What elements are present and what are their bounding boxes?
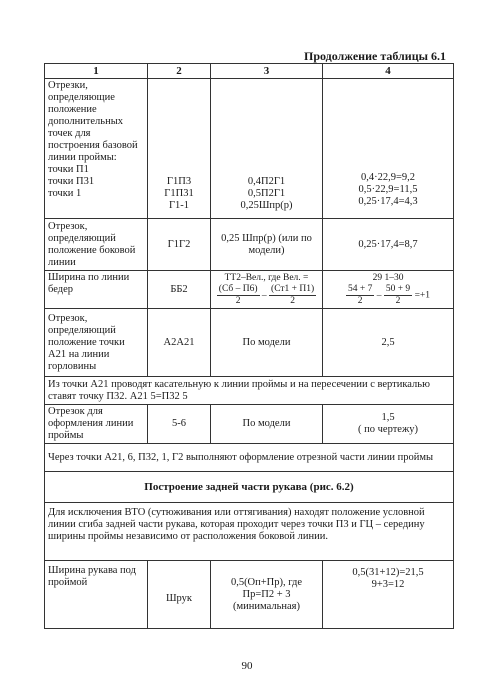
- row3-vfrac1-den: 2: [357, 295, 363, 306]
- row1-desc-cell: [45, 79, 148, 219]
- row3-desc: Ширина по линии бедер: [45, 271, 148, 309]
- row6-segment: Шрук: [148, 561, 211, 629]
- row3-frac2-num: (Ст1 + П1): [271, 283, 315, 294]
- row6-formula-3: (минимальная): [233, 600, 300, 612]
- row5-value-1: 1,5: [381, 412, 395, 423]
- row4-segment: А2А21: [148, 309, 211, 377]
- table-caption: Продолжение таблицы 6.1: [303, 49, 446, 63]
- table-row: [45, 79, 454, 219]
- table-row: [45, 503, 454, 561]
- row6-formula-2: Пр=П2 + 3: [242, 588, 291, 600]
- header-col-2: 2: [148, 64, 211, 79]
- row3-formula-head: ТТ2–Вел., где Вел. =: [224, 272, 309, 283]
- header-col-3: 3: [211, 64, 323, 79]
- row3-formula-cell: [211, 271, 323, 309]
- row1-segment-1: Г1П3: [166, 176, 192, 187]
- note-2: Через точки А21, 6, П32, 1, Г2 выполняют оформление отрезной части линии проймы: [45, 444, 454, 472]
- row1-desc: Отрезки, определяющие положение дополнительных точек для построения базовой линии проймы:: [48, 80, 138, 163]
- note-3: Для исключения ВТО (сутюживания или оттягивания) находят положение условной линии сгиба задней части рукава, которая проходит через точки П3 и ГЦ – середину ширины проймы независимо от расположения боковой линии.: [45, 503, 454, 561]
- table-header-row: [45, 64, 454, 79]
- row2-formula: 0,25 Шпр(р) (или по модели): [211, 219, 323, 271]
- section-title: Построение задней части рукава (рис. 6.2): [45, 472, 454, 503]
- row1-point-1: точки П1: [48, 164, 89, 175]
- row3-vfrac-op: –: [376, 290, 382, 301]
- row2-segment: Г1Г2: [148, 219, 211, 271]
- row6-formula-cell: [211, 561, 323, 629]
- note-1: Из точки А21 проводят касательную к линии проймы и на пересечении с вертикалью ставят точку П32. А21 5=П32 5: [45, 377, 454, 405]
- row3-vfrac1-num: 54 + 7: [347, 283, 373, 294]
- row2-value: 0,25·17,4=8,7: [323, 219, 454, 271]
- row3-vfraction-2: [384, 284, 412, 307]
- row2-desc: Отрезок, определяющий положение боковой линии: [45, 219, 148, 271]
- row5-value-cell: [323, 405, 454, 444]
- table-row: [45, 309, 454, 377]
- row1-segment-cell: [148, 79, 211, 219]
- row1-point-2: точки П31: [48, 176, 95, 187]
- row4-value: 2,5: [323, 309, 454, 377]
- row1-value-3: 0,25·17,4=4,3: [358, 196, 418, 207]
- row1-segment-3: Г1-1: [168, 200, 190, 211]
- row6-value-2: 9+3=12: [371, 579, 405, 590]
- row5-value-2: ( по чертежу): [358, 424, 418, 435]
- row5-formula: По модели: [211, 405, 323, 444]
- row6-value-cell: [323, 561, 454, 629]
- row1-value-2: 0,5·22,9=11,5: [358, 184, 418, 195]
- table-row: [45, 405, 454, 444]
- table-row: [45, 472, 454, 503]
- row1-formula-cell: [211, 79, 323, 219]
- data-table: [44, 63, 454, 629]
- table-row: [45, 561, 454, 629]
- row4-desc: Отрезок, определяющий положение точки А21 на линии горловины: [45, 309, 148, 377]
- row3-vfrac2-num: 50 + 9: [385, 283, 411, 294]
- table-row: [45, 219, 454, 271]
- row3-segment: ББ2: [148, 271, 211, 309]
- row1-segment-2: Г1П31: [164, 188, 194, 199]
- row5-desc: Отрезок для оформления линии проймы: [45, 405, 148, 444]
- table-row: [45, 271, 454, 309]
- row6-desc: Ширина рукава под проймой: [45, 561, 148, 629]
- row6-formula-1: 0,5(Оп+Пр), где: [230, 576, 303, 588]
- row6-value-1: 0,5(31+12)=21,5: [352, 567, 424, 578]
- row1-value-1: 0,4·22,9=9,2: [360, 172, 416, 183]
- row3-frac1-den: 2: [235, 295, 241, 306]
- row1-formula-3: 0,25Шпр(р): [240, 200, 293, 211]
- header-col-4: 4: [323, 64, 454, 79]
- row3-vfraction-1: [346, 284, 374, 307]
- row3-value-tail: =+1: [414, 290, 431, 301]
- row3-frac1-num: (Сб – П6): [218, 283, 258, 294]
- row1-point-3: точки 1: [48, 188, 82, 199]
- row3-value-head: 29 1–30: [372, 272, 404, 283]
- page-number: 90: [241, 660, 253, 672]
- row3-fraction-2: [269, 284, 316, 307]
- row3-frac2-den: 2: [290, 295, 295, 306]
- row3-vfrac2-den: 2: [395, 295, 401, 306]
- row3-fraction-1: [217, 284, 260, 307]
- header-col-1: 1: [45, 64, 148, 79]
- table-row: [45, 377, 454, 405]
- row5-segment: 5-6: [148, 405, 211, 444]
- table-row: [45, 444, 454, 472]
- row1-value-cell: [323, 79, 454, 219]
- row1-formula-1: 0,4П2Г1: [247, 176, 286, 187]
- row1-formula-2: 0,5П2Г1: [247, 188, 286, 199]
- row4-formula: По модели: [211, 309, 323, 377]
- row3-frac-op: –: [261, 290, 267, 301]
- row3-value-cell: [323, 271, 454, 309]
